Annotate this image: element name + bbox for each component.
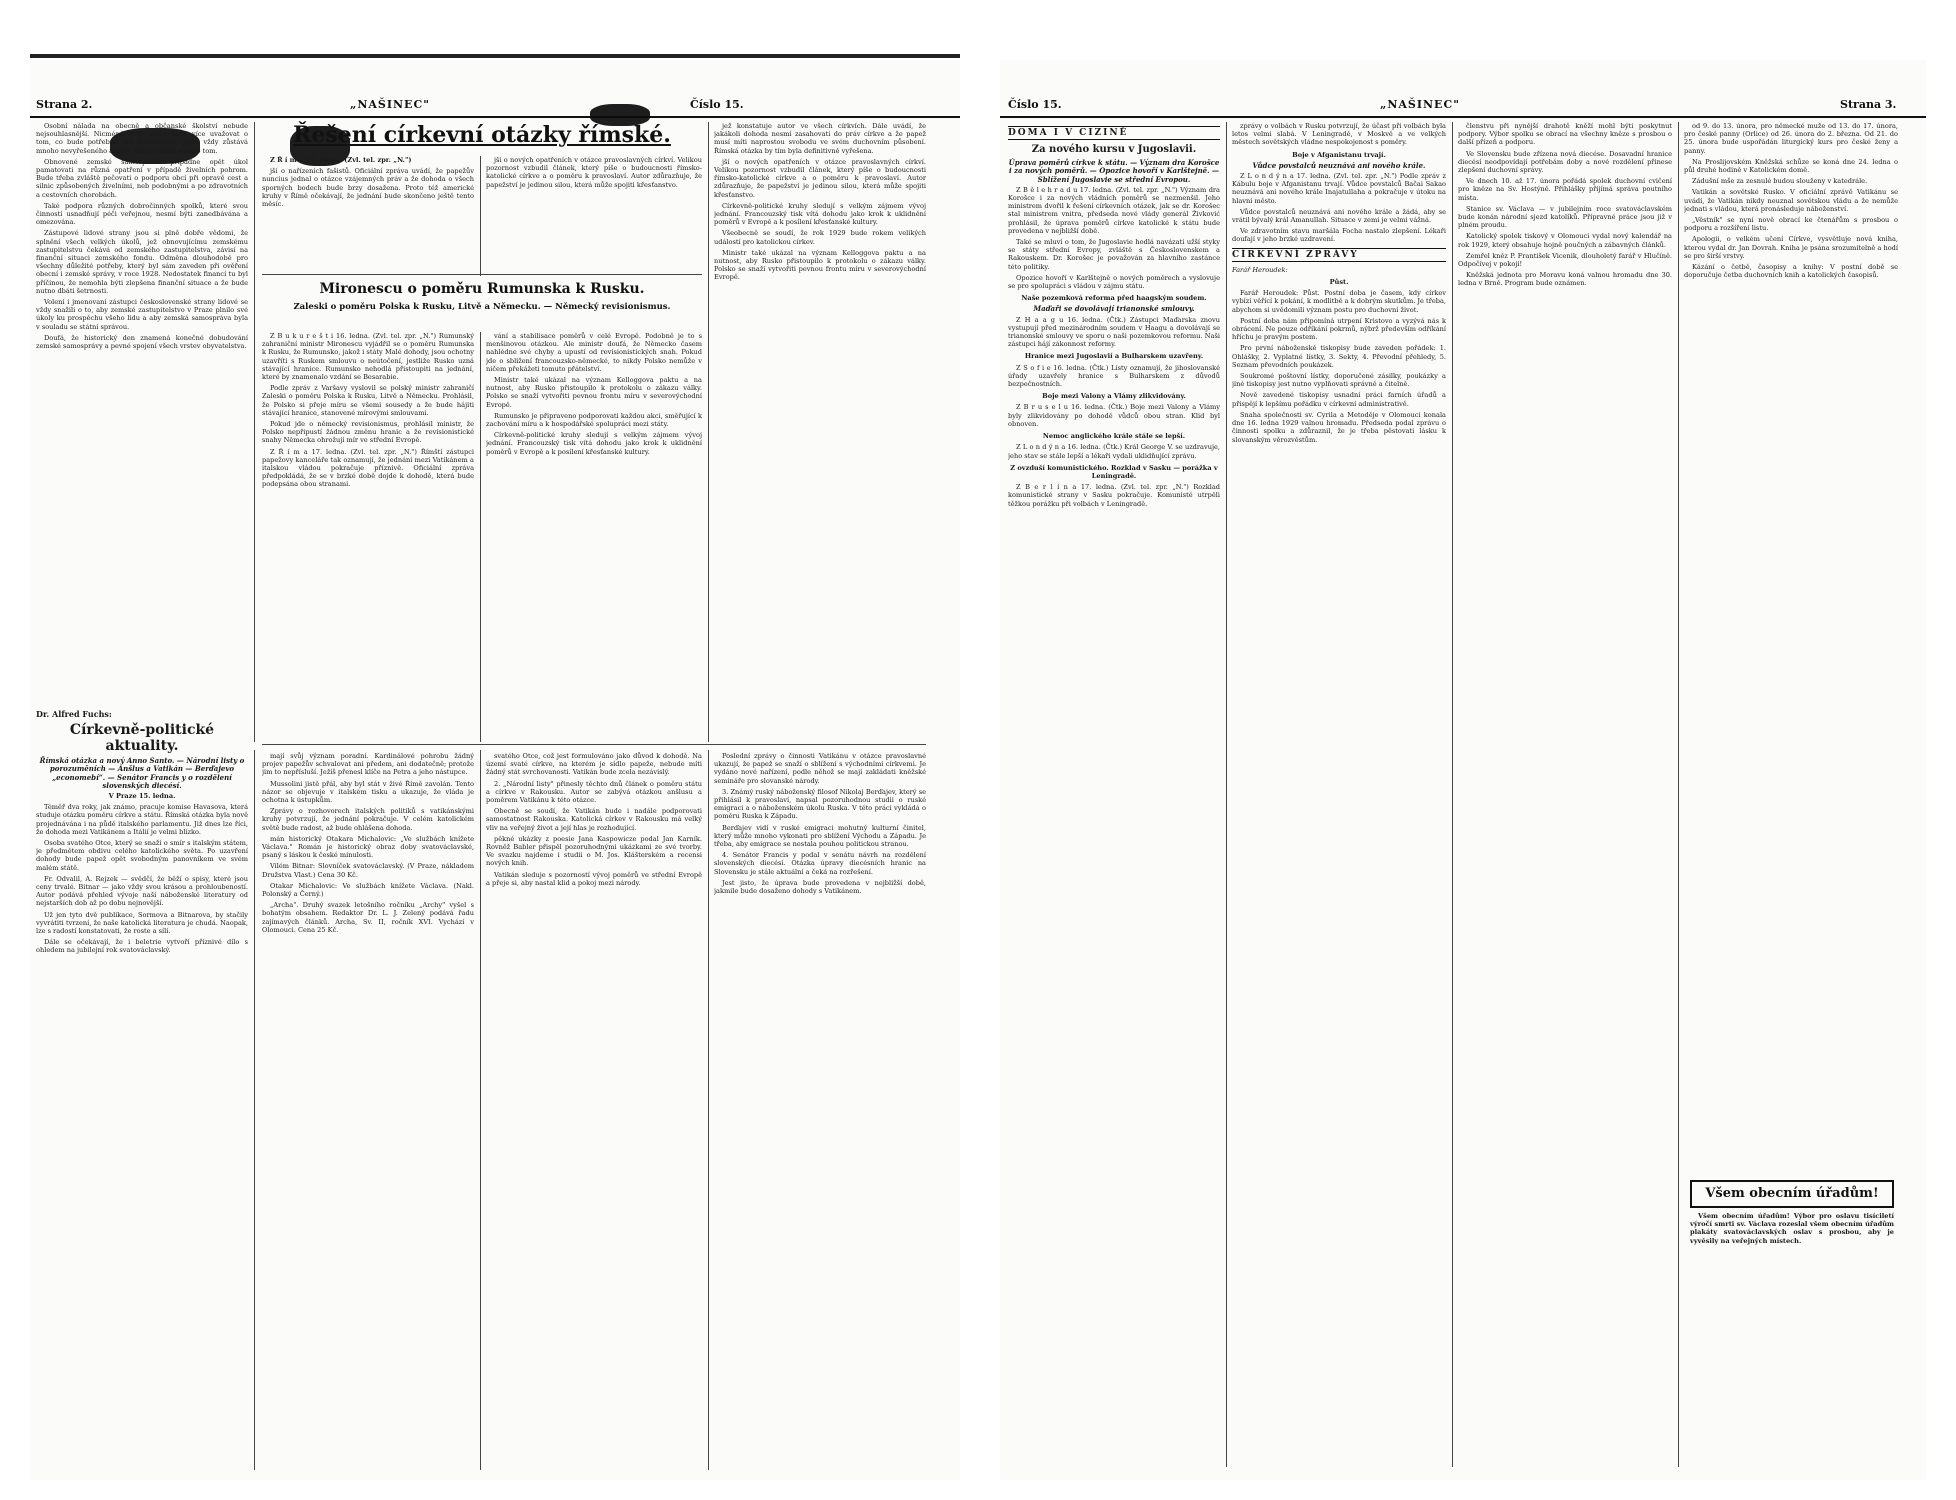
headline-komunismus: Z ovzduší komunistického. Rozklad v Sasku — porážka v Leningradě. <box>1010 463 1218 480</box>
right-column-3: členstvu při nynější drahotě kněží mohl býti poskytnut podpory. Výbor spolku se obrací na všechny kněze s prosbou o další přízeň a podporu. Ve Slovensku bude zřízena nová diecése. Dosavadní hranice diecésí neodpovídají potřebám doby a nové rozdělení přinese zlepšení duchovní správy. Ve dnech 10. až 17. února pořádá spolek duchovní cvičení pro kněze na Sv. Hostýně. Přihlášky přijímá správa poutního místa. Stanice sv. Václava — v jubilejním roce svatováclavském bude konán národní sjezd katolíků. Přípravné práce jsou již v plném proudu. Katolický spolek tiskový v Olomouci vydal nový kalendář na rok 1929, který obsahuje hojně poučných a zábavných článků. Zemřel kněz P. František Vicenik, dlouholetý farář v Hlučíně. Odpočívej v pokoji! Kněžská jednota pro Moravu koná valnou hromadu dne 30. ledna v Brně. Program bude oznámen. <box>1458 122 1672 288</box>
section-home-abroad: DOMA I V CIZINĚ <box>1008 126 1220 140</box>
headline-afganistan: Boje v Afganistanu trvají. <box>1292 150 1386 159</box>
article-title-rumunsko: Mironescu o poměru Rumunska k Rusku. <box>319 281 645 297</box>
section-church-news: CÍRKEVNÍ ZPRÁVY <box>1232 248 1446 262</box>
column-rule <box>1452 122 1453 1467</box>
left-column-2-mid: Z B u k u r e š t i 16. ledna. (Zvl. tel. zpr. „N.") Rumunský zahraniční ministr Mironescu vyjádřil se o poměru Rumunska k Rusku, že Rumunsko, jakož i státy Malé dohody, jsou ochotny uzavříti s Ruskem smlouvu o neútočení, jestliže Rusko uzná stávající hranice. Rumunsko nehodlá přistoupiti na jednání, které by znamenalo vzdání se Besarabie. Podle zpráv z Varšavy vyslovil se polský ministr zahraničí Zaleski o poměru Polska k Rusku, Litvě a Německu. Prohlásil, že Polsko si přeje míru se všemi sousedy a že bude hájiti stávající hranice, stanovené mírovými smlouvami. Pokud jde o německý revisionismus, prohlásil ministr, že Polsko nepřipustí žádnou změnu hranic a že revisionistické snahy Německa ohrožují mír ve střední Evropě. Z Ř í m a 17. ledna. (Zvl. tel. zpr. „N.") Římští zástupci papežovy kanceláře tak oznamují, že jednání mezi Vatikánem a italskou vládou pokračuje příznivě. Oficiální zpráva předpokládá, že se v brzké době dojde k dohodě, která bude podepsána obou stranami. <box>262 332 474 489</box>
author-name: Dr. Alfred Fuchs: <box>36 709 112 719</box>
top-edge-line <box>30 54 960 58</box>
left-column-1: Osobní nálada na obecně a občanské školství nebude nejsouhlasnější. Nicméně bude třeba stále více uvažovat o tom, co bude potřebné pro budoucnost. Ještě vždy zůstává mnoho nevyřešeného a bude nutno podati sonu o tom. Obnovené zemské samosprávě případne opět úkol pamatovati na různá opatření v případě živelních pohrom. Bude třeba zvláště pečovati o podporu obcí při opravě cest a silnic způsobených živelními, neb podobnými a po zdravotních a cestovních chorobách. Také podpora různých dobročinných spolků, které svou činností usnadňují péči veřejnou, nesmí býti zanedbávána a omezována. Zástupové lidové strany jsou si plně dobře vědomi, že splnění všech velkých úkolů, jež obnovujícímu zemskému zastupitelstvu čekává od zemského zastupitelstva, závisí na finanční situaci zemského fondu. Odměna dlouhodobě pro všechny důležité potřeby, který byl sám zaveden při ověření obecní i zemské správy, v roce 1928. Nedostatek financí tu byl příčinou, že nemohla býti zlepšena finanční situace a že bude nutno dbáti šetrnosti. Volení i jmenovaní zástupci československé strany lidové se vždy snažili o to, aby zemské zastupitelstvo v Praze plnilo své úkoly ku prospěchu všeho lidu a aby zemská samospráva byla v souladu se státní správou. Doufá, že historický den znamená konečné dobudování zemské samosprávy a pevné spojení všech vrstev obyvatelstva. <box>36 122 248 351</box>
right-page-header <box>1000 94 1926 118</box>
dateline: V Praze 15. ledna. <box>108 792 176 801</box>
right-column-2: zprávy o volbách v Rusku potvrzují, že účast při volbách byla letos velmi slabá. V Leningradě, v Moskvě a ve velkých městech sovětských vládne nespokojenost s poměry. Boje v Afganistanu trvají. Vůdce povstalců neuznává ani nového krále. Z L o n d ý n a 17. ledna. (Zvl. tel. zpr. „N.") Podle zpráv z Kábulu boje v Afganistanu trvají. Vůdce povstalců Bačai Sakao neuznává ani nového krále Inajatullaha a pokračuje v útoku na hlavní město. Vůdce povstalců neuznává ani nového krále a žádá, aby se vrátil bývalý král Amanullah. Situace v zemi je velmi vážná. Ve zdravotním stavu maršála Focha nastalo zlepšení. Lékaři doufají v jeho brzké uzdravení. CÍRKEVNÍ ZPRÁVY Farář Heroudek: Půst. Farář Heroudek: Půst. Postní doba je časem, kdy církev vybízí věřící k pokání, k modlitbě a k dobrým skutkům. Je třeba, abychom si uvědomili význam postu pro duchovní život. Postní doba nám připomíná utrpení Kristovo a vyzývá nás k obrácení. Ne pouze odříkání pokrmů, nýbrž především odříkání hříchu je pravým postem. Pro první náboženské tiskopisy bude zaveden pořádek: 1. Ohlášky, 2. Vyplatné lístky, 3. Sekty, 4. Převodní přehledy, 5. Seznam převodních poukázek. Soukromé poštovní lístky, doporučené zásilky, poukázky a jiné tiskopisy jest nutno vyplňovati správně a čitelně. Nově zavedené tiskopisy usnadní práci farních úřadů a přispějí k lepšímu pořádku v církevní administrativě. Snaha společnosti sv. Cyrila a Metoděje v Olomouci konala dne 16. ledna 1929 valnou hromadu. Předseda podal zprávu o činnosti spolku a zdůraznil, že je třeba pěstovati lásku k slovanským věrozvěstům. <box>1232 122 1446 444</box>
article-subtitle-zaleski: Zaleski o poměru Polska k Rusku, Litvě a Německu. — Německý revisionismus. <box>293 302 671 312</box>
left-column-2-lower: mají svůj význam poradní. Kardinálové pohrobu žádný projev papežův schvalovat ani předem, ani dodatečně; protože jim to nepřísluší. Ježíš přenesl klíče na Petra a jeho nástupce. Mussolini jistě přál, aby byl stát v živé Římě zavolán. Tento názor se objevuje v italském tisku a ukazuje, že vláda je ochotna k ústupkům. Zprávy o rozhovorech italských politiků s vatikánskými kruhy potvrzují, že jednání pokračuje. V celém katolickém světě bude radost, až bude ohlášena dohoda. mán historický Otakara Michalovic: „Ve službách knížete Václava." Román je historický obraz doby svatováclavské, psaný s láskou k české minulosti. Vilém Bitnar: Slovníček svatováclavský. (V Praze, nákladem Družstva Vlast.) Cena 30 Kč. Otakar Michalovic: Ve službách knížete Václava. (Nakl. Polonský a Černý.) „Archa". Druhý svazek letošního ročníku „Archy" vyšel s bohatým obsahem. Redaktor Dr. L. J. Zelený podává řadu zajímavých článků. Archa, Sv. II, ročník XVI. Vychází v Olomouci. Cena 25 Kč. <box>262 752 474 934</box>
left-column-3-mid: vání a stabilisace poměrů v celé Evropě. Podobně je to s menšinovou otázkou. Ale ministr doufá, že Německo časem nahlédne své chyby a upustí od revisionistických snah. Pokud jde o sblížení francouzsko-německé, to nikdy Polsko nemůže v ničem překážeti tomuto přátelství. Ministr také ukázal na význam Kelloggova paktu a na nutnost, aby Rusko přistoupilo k protokolu o zákazu války. Polsko se snaží vytvořiti pevnou frontu míru v severovýchodní Evropě. Rumunsko je připraveno podporovati každou akci, směřující k zachování míru a k hospodářské spolupráci mezi státy. Církevně-politické kruhy sledují s velkým zájmem vývoj jednání. Francouzský tisk vítá dohodu jako krok k uklidnění poměrů v Evropě a k posílení křesťanské kultury. <box>486 332 702 456</box>
headline-reforma: Naše pozemková reforma před haagským soudem. <box>1021 294 1207 303</box>
left-column-1-lower: Dr. Alfred Fuchs: Církevně-politické aktuality. Římská otázka a nový Anno Santo. — Národní listy o porozuměních — Anšlus a Vatikán — Berďajevo „economebí“. — Senátor Francis y o rozdělení slovenských diecésí. V Praze 15. ledna. Téměř dva roky, jak známo, pracuje komise Havasova, která studuje otázku poměru církve a státu. Římská otázka byla nově projednávána i na půdě italského parlamentu. Již dnes lze říci, že dohoda mezi Vatikánem a Itálií je velmi blízko. Osoba svatého Otce, který se snaží o smír s italským státem, je předmětem obdivu celého katolického světa. Po uzavření dohody bude papež opět svobodným panovníkem ve svém malém státě. Fr. Odvalil, A. Rejzek — svědčí, že běží o spisy, které jsou ceny trvalé. Bitnar — jako vždy svou krásou a prohloubeností. Autor podává přehled vývoje naší náboženské literatury od nejstarších dob až po dobu nejnovější. Už jen tyto dvě publikace, Sormova a Bitnarova, by stačily vyvrátiti tvrzení, že naše katolická literatura je chudá. Naopak, lze s radostí konstatovati, že roste a sílí. Dále se očekávají, že i beletrie vytvoří příznivé dílo s ohledem na jubilejní rok svatováclavský. <box>36 709 248 955</box>
article-title-aktuality: Církevně-politické aktuality. <box>69 722 215 755</box>
church-author: Farář Heroudek: <box>1232 265 1288 274</box>
right-column-1: DOMA I V CIZINĚ Za nového kursu v Jugoslavii. Úprava poměrů církve k státu. — Význam dra Korošce i za nových poměrů. — Opozice hovoří v Karlštejně. — Sblížení Jugoslavie se střední Evropou. Z B ě l e h r a d u 17. ledna. (Zvl. tel. zpr. „N.") Význam dra Korošce i za nových vládních poměrů se nezmenšil. Jeho ministrem dvořil k řešení církevních otázek, jak se dr. Korošec stal ministrem vnitra, předseda nové vlády generál Živković prohlásil, že úprava poměrů církve katolické k státu bude provedena v nejbližší době. Také se mluví o tom, že Jugoslavie hodlá navázati užší styky se státy střední Evropy, zvláště s Československem a Rakouskem. Dr. Korošec je považován za hlavního zastánce této politiky. Opozice hovoří v Karlštejně o nových poměrech a vyslovuje se pro spolupráci s vládou v zájmu státu. Naše pozemková reforma před haagským soudem. Maďaři se dovolávají trianonské smlouvy. Z H a a g u 16. ledna. (Čtk.) Zástupci Maďarska znovu vystupují před mezinárodním soudem v Haagu a dovolávají se trianonské smlouvy ve sporu o naši pozemkovou reformu. Naši zástupci hájí zákonnost reformy. Hranice mezi Jugoslavií a Bulharskem uzavřeny. Z S o f i e 16. ledna. (Čtk.) Listy oznamují, že jihoslovanské úřady uzavřely hranice s Bulharskem z důvodů bezpečnostních. Boje mezi Valony a Vlámy zlikvidovány. Z B r u s e l u 16. ledna. (Čtk.) Boje mezi Valony a Vlámy byly zlikvidovány po dohodě vůdců obou stran. Klid byl obnoven. Nemoc anglického krále stále se lepší. Z L o n d ý n a 16. ledna. (Čtk.) Král George V. se uzdravuje, jeho stav se stále lepší a lékaři vydali uklidňující zprávu. Z ovzduší komunistického. Rozklad v Sasku — porážka v Leningradě. Z B e r l í n a 17. ledna. (Zvl. tel. zpr. „N.") Rozklad komunistické strany v Sasku pokračuje. Komunisté utrpěli těžkou porážku při volbách v Leningradě. <box>1008 128 1220 508</box>
column-rule <box>480 332 481 742</box>
article-lead-aktuality: Římská otázka a nový Anno Santo. — Národní listy o porozuměních — Anšlus a Vatikán — Berďajevo „economebí“. — Senátor Francis y o rozdělení slovenských diecésí. <box>39 756 245 790</box>
left-column-4: jež konstatuje autor ve všech církvích. Dále uvádí, že jakákoli dohoda nesmí zasahovati do práv církve a že papež musí míti naprostou svobodu ve svém duchovním působení. Římská otázka by tím byla definitivně vyřešena. jší o nových opatřeních v otázce pravoslavných církví. Velikou pozornost vzbudil článek, který píše o budoucnosti římsko-katolické církve a o poměru k pravoslaví. Autor zdůrazňuje, že papežství je jedinou silou, která může spojiti křesťanstvo. Církevně-politické kruhy sledují s velkým zájmem vývoj jednání. Francouzský tisk vítá dohodu jako krok k uklidnění poměrů v Evropě a k posílení křesťanské kultury. Všeobecně se soudí, že rok 1929 bude rokem velikých událostí pro katolickou církev. Ministr také ukázal na význam Kelloggova paktu a na nutnost, aby Rusko přistoupilo k protokolu o zákazu války. Polsko se snaží vytvořiti pevnou frontu míru v severovýchodní Evropě. <box>714 122 926 282</box>
church-article-title: Půst. <box>1329 278 1349 287</box>
right-masthead: „NAŠINEC" <box>1380 98 1460 111</box>
left-newspaper-page <box>30 60 960 1480</box>
column-rule <box>254 122 255 742</box>
right-issue-number: Číslo 15. <box>1008 98 1062 111</box>
column-rule <box>480 156 481 276</box>
column-rule <box>1678 122 1679 1467</box>
headline-kral: Nemoc anglického krále stále se lepší. <box>1042 432 1186 441</box>
column-rule <box>708 122 709 742</box>
left-masthead: „NAŠINEC" <box>350 98 430 111</box>
section-separator <box>262 744 926 745</box>
right-newspaper-page <box>1000 60 1926 1480</box>
right-column-4: od 9. do 13. února, pro německé muže od 13. do 17. února, pro české panny (Orlice) od 26. února do 2. března. Od 21. do 25. února bude uspořádán liturgický kurs pro české ženy a panny. Na Proslijovském Kněžská schůze se koná dne 24. ledna o půl druhé hodině v Katolickém domě. Zádušní mše za zesnulé budou slouženy v katedrále. Vatikán a sovětské Rusko. V oficiální zprávě Vatikánu se uvádí, že Vatikán nikdy neuznal sovětskou vládu a že nemůže jednati s vládou, která pronásleduje náboženství. „Věstník" se nyní nově obrací ke čtenářům s prosbou o podporu a rozšíření listu. Apologii, o velkém učení Církve, vysvětluje nová kniha, kterou vydal dr. Jan Dovrah. Kniha je psána srozumitelně a hodí se pro širší vrstvy. Kázání o četbě, časopisy a knihy: V postní době se doporučuje četba duchovních knih a katolických časopisů. <box>1684 122 1898 280</box>
headline-jugoslavie: Za nového kursu v Jugoslavii. <box>1031 144 1197 156</box>
left-page-number: Strana 2. <box>36 98 93 111</box>
column-rule <box>708 750 709 1470</box>
left-column-2-top: Z Ř í m a 17. ledna. (Zvl. tel. zpr. „N.") jší o nařízeních fašistů. Oficiální zpráva uvádí, že papežův nuncius jednal o otázce vzájemných práv a že dohoda o všech sporných bodech bude brzy dosažena. Proto též americké kruhy v Římě očekávají, že jednání bude skončeno ještě tento měsíc. <box>262 156 474 209</box>
headline-valoni: Boje mezi Valony a Vlámy zlikvidovány. <box>1042 392 1186 401</box>
headline-hranice: Hranice mezi Jugoslavií a Bulharskem uzavřeny. <box>1024 352 1204 361</box>
left-column-3-top: jší o nových opatřeních v otázce pravoslavných církví. Velikou pozornost vzbudil článek, který píše o budoucnosti římsko-katolické církve a o poměru k pravoslaví. Autor zdůrazňuje, že papežství je jedinou silou, která může spojiti křesťanstvo. <box>486 156 702 189</box>
article-separator <box>262 274 702 275</box>
notice-box-text: Všem obecním úřadům! Výbor pro oslavu tisíciletí výročí smrti sv. Václava rozeslal všem obecním úřadům plakáty svatováclavských oslav s prosbou, aby je vyvěsily na veřejných místech. <box>1690 1212 1894 1245</box>
notice-box-title: Všem obecním úřadům! <box>1690 1180 1894 1208</box>
column-rule <box>254 750 255 1470</box>
left-page-header <box>30 94 960 118</box>
left-column-3-lower: svatého Otce, což jest formulováno jako důvod k dohodě. Na území svaté církve, na kterém je sídlo papeže, nebude míti žádný stát svrchovanosti. Vatikán bude zcela nezávislý. 2. „Národní listy" přinesly těchto dnů článek o poměru státu a církve v Rakousku. Autor se zabývá otázkou anšlusu a poměrem Vatikánu k této otázce. Obecně se soudí, že Vatikán bude i nadále podporovati samostatnost Rakouska. Katolická církev v Rakousku má velký vliv na veřejný život a její hlas je rozhodující. pěkné ukázky z poesie Jana Kaspowicze podal Jan Karník. Rovněž Babler přispěl pozoruhodnými ukázkami ze své tvorby. Ve svazku najdeme i studii o M. Jos. Klášterském a recensi nových knih. Vatikán sleduje s pozorností vývoj poměrů ve střední Evropě a přeje si, aby nastal klid a pokoj mezi národy. <box>486 752 702 887</box>
column-rule <box>480 750 481 1470</box>
right-page-number: Strana 3. <box>1840 98 1897 111</box>
left-issue-number: Číslo 15. <box>690 98 744 111</box>
article-title-church: Řešení církevní otázky římské. <box>293 122 671 148</box>
page-top-edge <box>30 50 960 64</box>
column-rule <box>1226 122 1227 1467</box>
left-column-4-lower: Poslední zprávy o činnosti Vatikánu v otázce pravoslavné ukazují, že papež se snaží o sblížení s východními církvemi. Je vydáno nové nařízení, podle něhož se mají zakládati kněžské semináře pro slovanské národy. 3. Známý ruský náboženský filosof Nikolaj Berďajev, který se přihlásil k pravoslaví, napsal pozoruhodnou studii o ruské emigraci a o náboženském úkolu Ruska. V této práci vykládá o poměru Ruska k Západu. Berďajev vidí v ruské emigraci mohutný kulturní činitel, který může mnoho vykonati pro sblížení Východu a Západu. Je třeba, aby emigrace se nestala pouhou politickou stranou. 4. Senátor Francis y podal v senátu návrh na rozdělení slovenských diecésí. Otázka úpravy diecésních hranic na Slovensku je stále aktuální a čeká na rozřešení. Jest jisto, že úprava bude provedena v nejbližší době, jakmile bude dosaženo dohody s Vatikánem. <box>714 752 926 896</box>
